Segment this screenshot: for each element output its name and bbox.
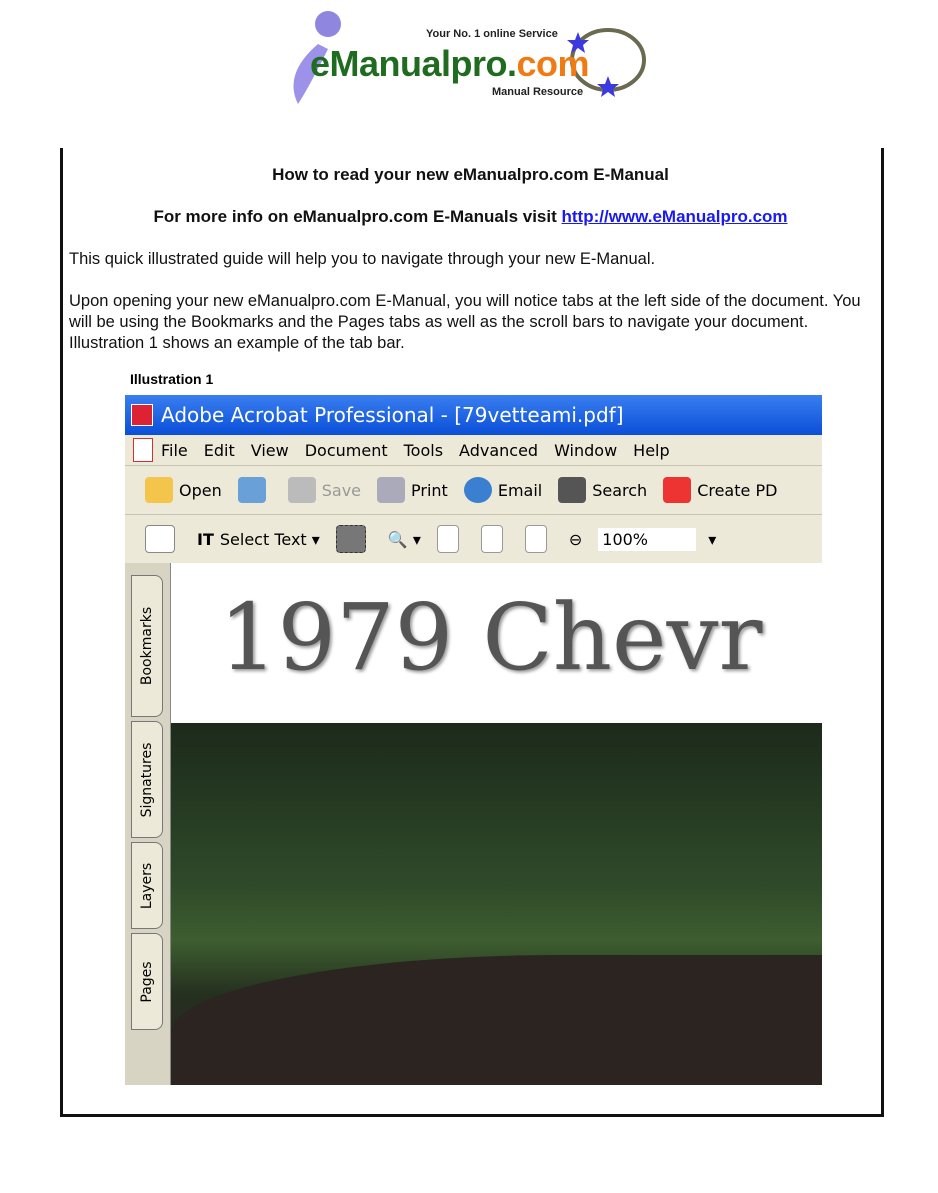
tab-bookmarks[interactable]: Bookmarks xyxy=(131,575,163,717)
folder-icon xyxy=(145,477,173,503)
tab-layers[interactable]: Layers xyxy=(131,842,163,929)
corvette-photo xyxy=(171,723,822,1085)
actual-size-button[interactable] xyxy=(437,525,465,553)
star-icon xyxy=(597,76,619,97)
tab-pages[interactable]: Pages xyxy=(131,933,163,1030)
fit-page-button[interactable] xyxy=(481,525,509,553)
acrobat-icon xyxy=(131,404,153,426)
save-button[interactable]: Save xyxy=(288,477,361,503)
printer-icon xyxy=(377,477,405,503)
logo-tld: com xyxy=(516,43,590,84)
menu-window[interactable]: Window xyxy=(554,440,618,460)
tools-toolbar xyxy=(125,515,822,564)
car-image xyxy=(171,955,822,1085)
menu-tools[interactable]: Tools xyxy=(403,440,444,460)
select-text-button[interactable]: IT Select Text ▾ xyxy=(197,529,320,549)
menu-advanced[interactable]: Advanced xyxy=(459,440,539,460)
globe-folder-icon xyxy=(238,477,266,503)
minus-circle-icon: ⊖ xyxy=(568,529,583,549)
create-pdf-button[interactable]: Create PD xyxy=(663,477,777,503)
tabs-paragraph: Upon opening your new eManualpro.com E-Manual, you will notice tabs at the left side of the document. You will be using the Bookmarks and the Pages tabs as well as the scroll bars to navigate your document. Illustration 1 shows an example of the tab bar. xyxy=(69,292,861,352)
menu-help[interactable]: Help xyxy=(633,440,670,460)
menu-edit[interactable]: Edit xyxy=(203,440,235,460)
pdf-page-heading: 1979 Chevr xyxy=(219,584,763,691)
tab-signatures[interactable]: Signatures xyxy=(131,721,163,838)
create-pdf-icon xyxy=(663,477,691,503)
camera-icon xyxy=(336,525,366,553)
menu-view[interactable]: View xyxy=(250,440,289,460)
menu-bar xyxy=(125,435,822,466)
magnifier-icon: 🔍 xyxy=(387,529,408,549)
pdf-icon xyxy=(133,438,153,462)
text-cursor-icon: IT xyxy=(197,529,214,549)
print-button[interactable]: Print xyxy=(377,477,448,503)
page-icon xyxy=(525,525,547,553)
title-bar: Adobe Acrobat Professional - [79vetteami.pdf] xyxy=(125,395,822,435)
binoculars-icon xyxy=(558,477,586,503)
intro-paragraph: This quick illustrated guide will help you to navigate through your new E-Manual. xyxy=(69,250,656,268)
pdf-page xyxy=(171,563,822,1085)
email-button[interactable]: Email xyxy=(464,477,542,503)
search-button[interactable]: Search xyxy=(558,477,647,503)
subheading: For more info on eManualpro.com E-Manuals visit http://www.eManualpro.com xyxy=(153,207,788,226)
hand-tool-button[interactable] xyxy=(145,525,181,553)
disk-icon xyxy=(288,477,316,503)
zoom-input[interactable]: 100% xyxy=(598,528,696,551)
illustration-label: Illustration 1 xyxy=(130,371,214,387)
zoom-out-button[interactable] xyxy=(569,530,582,549)
menu-file[interactable]: File xyxy=(161,440,188,460)
organizer-button[interactable] xyxy=(238,477,272,503)
website-link[interactable]: http://www.eManualpro.com xyxy=(561,207,788,226)
document-area xyxy=(125,563,822,1085)
emanualpro-logo: Your No. 1 online Service eManualpro.com Manual Resource xyxy=(278,4,648,114)
fit-width-button[interactable] xyxy=(525,525,553,553)
logo-text: eManualpro. xyxy=(310,43,517,84)
zoom-dropdown[interactable]: ▾ xyxy=(708,529,717,549)
page-title: How to read your new eManualpro.com E-Manual xyxy=(272,165,669,184)
open-button[interactable]: Open xyxy=(145,477,222,503)
email-icon xyxy=(464,477,492,503)
navigation-tabs xyxy=(125,563,171,1085)
page-icon xyxy=(437,525,459,553)
file-toolbar xyxy=(125,466,822,515)
hand-icon xyxy=(145,525,175,553)
menu-document[interactable]: Document xyxy=(304,440,388,460)
zoom-in-button[interactable]: 🔍 ▾ xyxy=(387,529,421,549)
page-icon xyxy=(481,525,503,553)
acrobat-screenshot xyxy=(125,395,822,1085)
snapshot-button[interactable] xyxy=(336,525,372,553)
